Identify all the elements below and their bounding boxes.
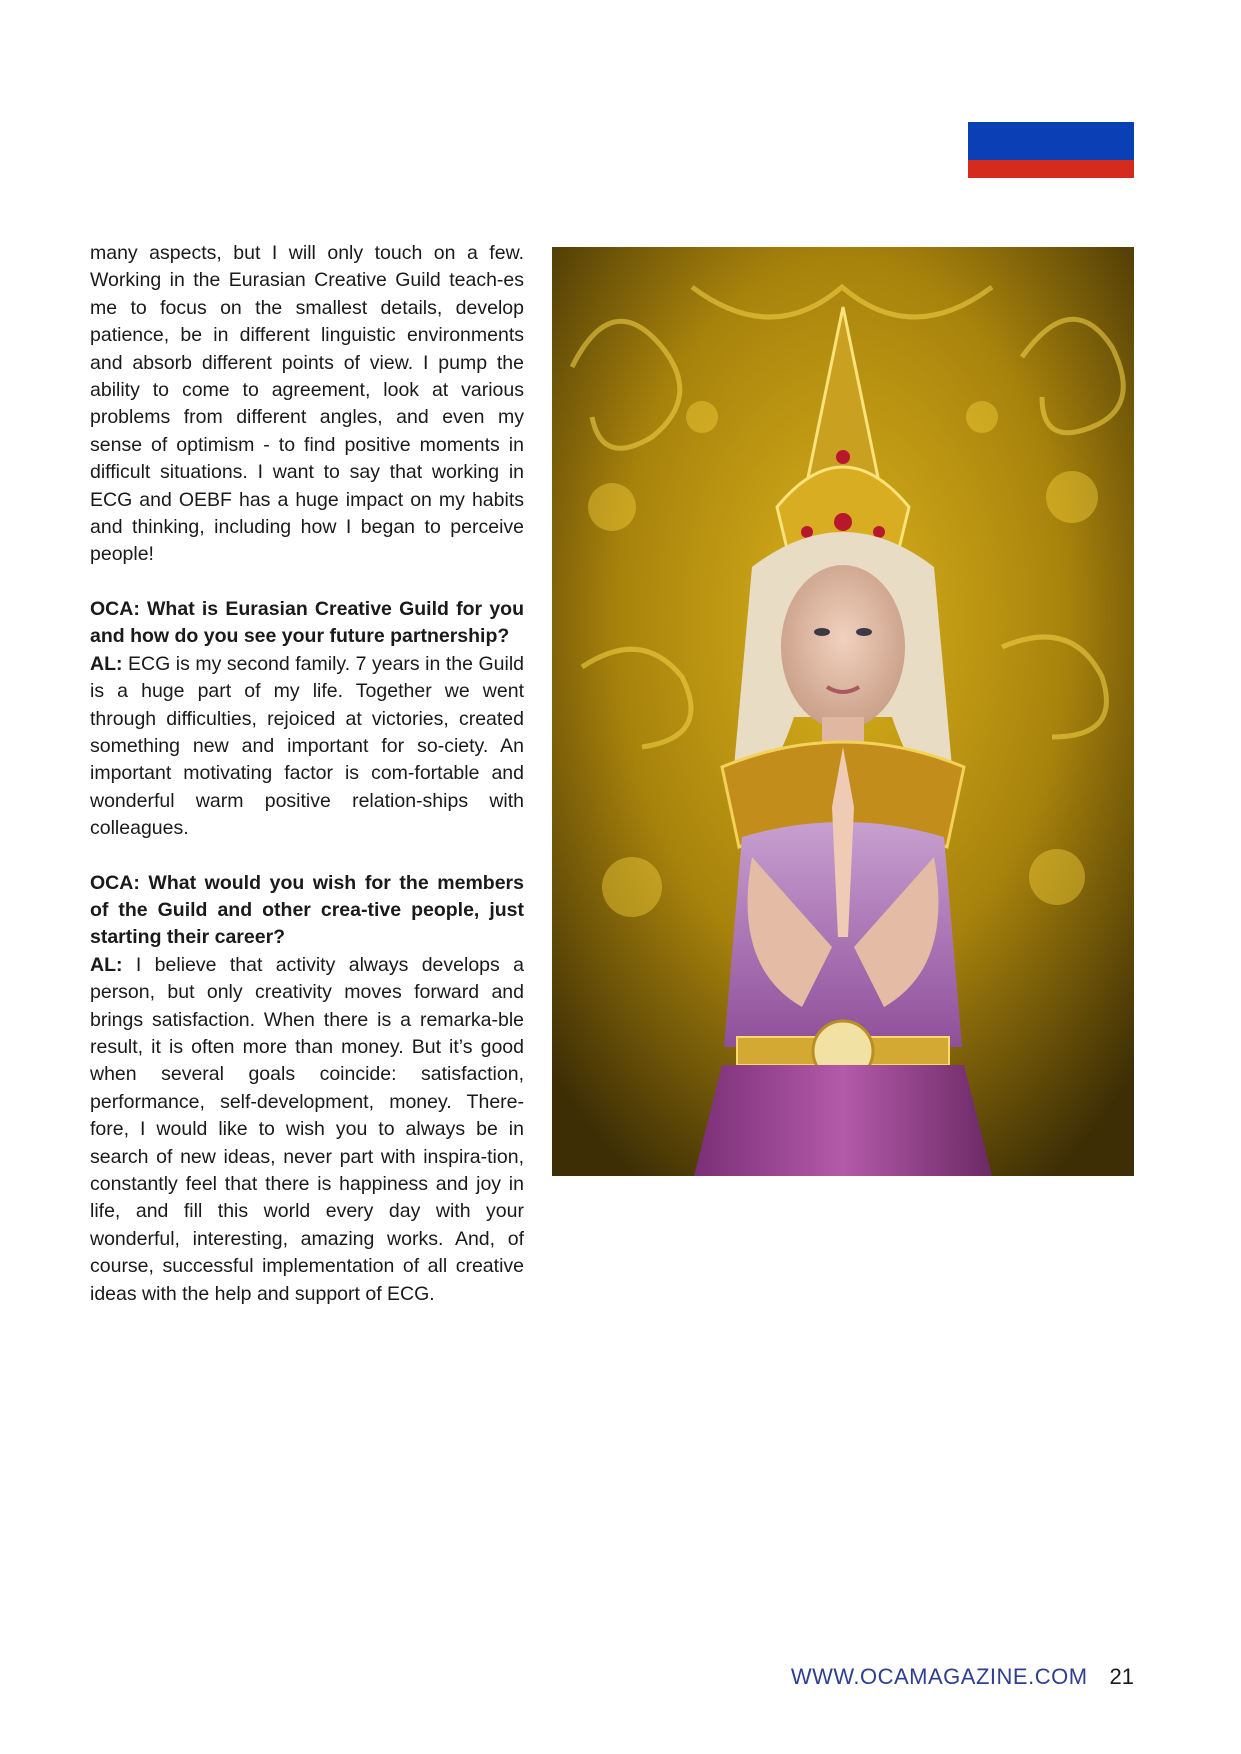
portrait-illustration xyxy=(552,247,1134,1176)
russia-flag-icon xyxy=(968,120,1134,178)
portrait-photo xyxy=(552,247,1134,1176)
article-intro-paragraph: many aspects, but I will only touch on a few. Working in the Eurasian Creative Guild teach-es me to focus on the smallest details, develop patience, be in different linguistic environments and absorb different points of view. I pump the ability to come to agreement, look at various problems from different angles, and even my sense of optimism - to find positive moments in difficult situations. I want to say that working in ECG and OEBF has a huge impact on my habits and thinking, including how I began to perceive people! xyxy=(90,242,524,566)
answer-2-text: I believe that activity always develops a person, but only creativity moves forward and brings satisfaction. When there is a remarka-ble result, it is often more than money. But it’s good when several goals coincide: satisfaction, performance, self-development, money. There-fore, I would like to wish you to always be in search of new ideas, never part with inspira-tion, constantly feel that there is happiness and joy in life, and fill this world every day with your wonderful, interesting, amazing works. And, of course, successful implementation of all creative ideas with the help and support of ECG. xyxy=(90,953,524,1305)
answer-2 xyxy=(90,952,524,1308)
question-2: OCA: What would you wish for the members of the Guild and other crea-tive people, just starting their career? xyxy=(90,871,524,949)
page-number: 21 xyxy=(1109,1664,1134,1689)
answer-1-text: ECG is my second family. 7 years in the Guild is a huge part of my life. Together we went through difficulties, rejoiced at victories, created something new and important for so-ciety. An important motivating factor is com-fortable and wonderful warm positive relation-ships with colleagues. xyxy=(90,652,524,840)
question-1: OCA: What is Eurasian Creative Guild for you and how do you see your future partnership? xyxy=(90,597,524,648)
answer-1 xyxy=(90,651,524,843)
answer-1-label: AL: xyxy=(90,652,123,675)
website-link[interactable]: WWW.OCAMAGAZINE.COM xyxy=(790,1664,1088,1689)
page-footer xyxy=(740,1662,1134,1692)
article-text-column xyxy=(90,240,524,1308)
answer-2-label: AL: xyxy=(90,953,123,976)
